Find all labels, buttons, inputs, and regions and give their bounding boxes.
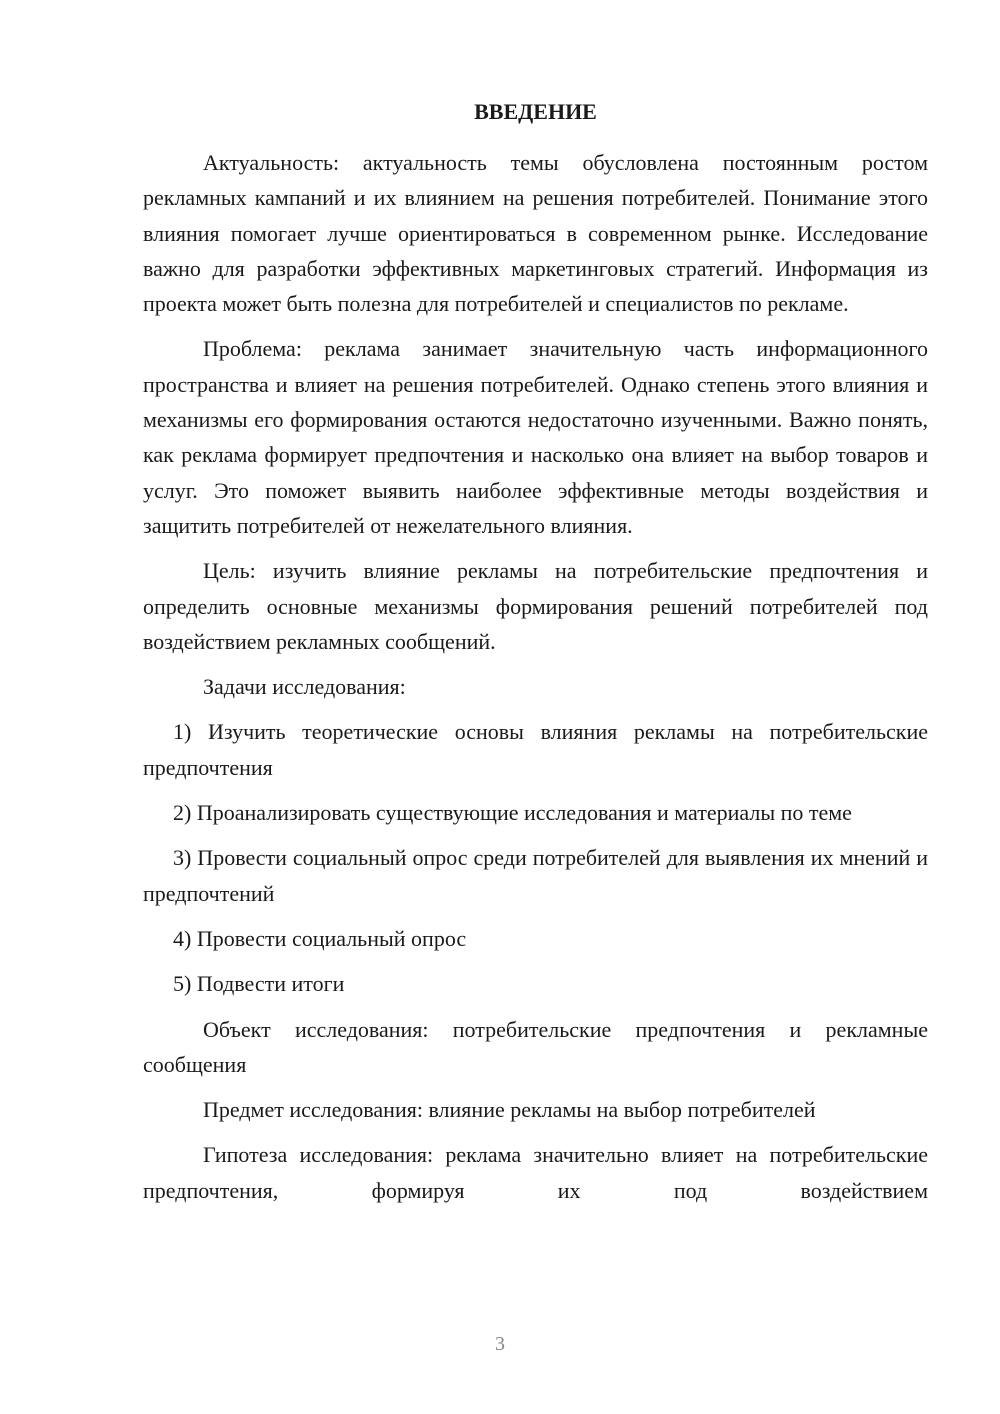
task-item-4: 4) Провести социальный опрос xyxy=(173,925,467,951)
page-number: 3 xyxy=(495,1333,505,1355)
task-item-3: 3) Провести социальный опрос среди потребителей для выявления их мнений и предпочтений xyxy=(143,845,928,906)
task-item-5: 5) Подвести итоги xyxy=(173,971,345,997)
subject-paragraph: Предмет исследования: влияние рекламы на выбор потребителей xyxy=(203,1097,816,1123)
hypothesis-paragraph: Гипотеза исследования: реклама значительно влияет на потребительские предпочтения, формируя их под воздействием xyxy=(143,1142,928,1203)
task-item-1: 1) Изучить теоретические основы влияния рекламы на потребительские предпочтения xyxy=(143,719,928,780)
relevance-paragraph: Актуальность: актуальность темы обусловлена постоянным ростом рекламных кампаний и их влиянием на решения потребителей. Понимание этого влияния помогает лучше ориентироваться в современном рынке. Исследование важно для разработки эффективных маркетинговых стратегий. Информация из проекта может быть полезна для потребителей и специалистов по рекламе. xyxy=(143,150,928,317)
task-item-2: 2) Проанализировать существующие исследования и материалы по теме xyxy=(173,800,852,826)
goal-paragraph: Цель: изучить влияние рекламы на потребительские предпочтения и определить основные механизмы формирования решений потребителей под воздействием рекламных сообщений. xyxy=(143,558,928,654)
object-paragraph: Объект исследования: потребительские предпочтения и рекламные сообщения xyxy=(143,1016,928,1077)
problem-paragraph: Проблема: реклама занимает значительную часть информационного пространства и влияет на решения потребителей. Однако степень этого влияния и механизмы его формирования остаются недостаточно изученными. Важно понять, как реклама формирует предпочтения и насколько она влияет на выбор товаров и услуг. Это поможет выявить наиболее эффективные методы воздействия и защитить потребителей от нежелательного влияния. xyxy=(143,336,928,538)
page-title: ВВЕДЕНИЕ xyxy=(474,99,597,124)
tasks-heading: Задачи исследования: xyxy=(203,674,406,700)
document-page xyxy=(143,94,928,1208)
